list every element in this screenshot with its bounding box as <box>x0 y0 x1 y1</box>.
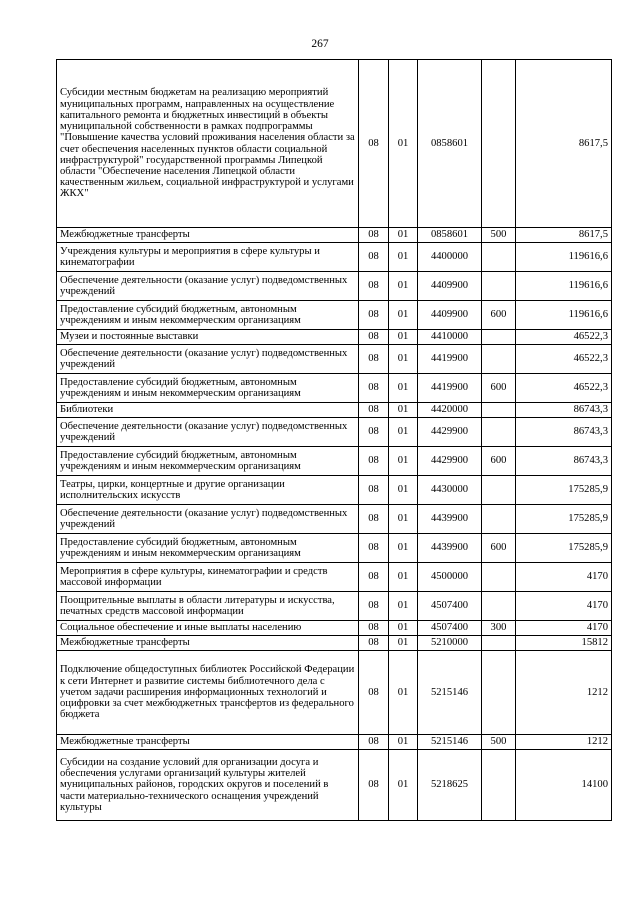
row-target-code: 0858601 <box>418 60 482 228</box>
table-row <box>57 60 612 228</box>
row-name: Предоставление субсидий бюджетным, автономным учреждениям и иным некоммерческим организациям <box>57 447 359 476</box>
row-name: Межбюджетные трансферты <box>57 735 359 750</box>
row-subsection: 01 <box>389 418 418 447</box>
row-section: 08 <box>359 621 389 636</box>
row-target-code: 4409900 <box>418 272 482 301</box>
row-expense-type: 600 <box>482 301 516 330</box>
row-amount: 86743,3 <box>516 447 612 476</box>
row-name: Предоставление субсидий бюджетным, автономным учреждениям и иным некоммерческим организациям <box>57 534 359 563</box>
table-row <box>57 651 612 735</box>
row-section: 08 <box>359 403 389 418</box>
row-section: 08 <box>359 563 389 592</box>
row-subsection: 01 <box>389 243 418 272</box>
row-name: Мероприятия в сфере культуры, кинематографии и средств массовой информации <box>57 563 359 592</box>
row-target-code: 4430000 <box>418 476 482 505</box>
row-section: 08 <box>359 476 389 505</box>
budget-table <box>56 59 612 821</box>
row-expense-type <box>482 330 516 345</box>
row-amount: 46522,3 <box>516 345 612 374</box>
row-section: 08 <box>359 534 389 563</box>
table-row <box>57 228 612 243</box>
row-target-code: 0858601 <box>418 228 482 243</box>
row-expense-type: 500 <box>482 228 516 243</box>
row-target-code: 4500000 <box>418 563 482 592</box>
row-name: Обеспечение деятельности (оказание услуг) подведомственных учреждений <box>57 418 359 447</box>
row-expense-type <box>482 272 516 301</box>
row-amount: 175285,9 <box>516 534 612 563</box>
row-name: Обеспечение деятельности (оказание услуг) подведомственных учреждений <box>57 272 359 301</box>
row-subsection: 01 <box>389 330 418 345</box>
row-target-code: 4419900 <box>418 374 482 403</box>
row-amount: 15812 <box>516 636 612 651</box>
row-section: 08 <box>359 418 389 447</box>
row-subsection: 01 <box>389 60 418 228</box>
row-target-code: 4439900 <box>418 505 482 534</box>
row-name: Предоставление субсидий бюджетным, автономным учреждениям и иным некоммерческим организациям <box>57 301 359 330</box>
row-amount: 8617,5 <box>516 228 612 243</box>
row-expense-type: 600 <box>482 374 516 403</box>
row-target-code: 4429900 <box>418 447 482 476</box>
row-name: Субсидии местным бюджетам на реализацию мероприятий муниципальных программ, направленных на осуществление капитального ремонта и бюджетных инвестиций в объекты муниципальной собственности в рамках подпрограммы "Повышение качества условий проживания населения области за счет обеспечения населенных пунктов области социальной инфраструктурой" государственной программы Липецкой области "Обеспечение населения Липецкой области качественным жильем, социальной инфраструктурой и услугами ЖКХ" <box>57 60 359 228</box>
table-row <box>57 621 612 636</box>
row-name: Музеи и постоянные выставки <box>57 330 359 345</box>
row-subsection: 01 <box>389 735 418 750</box>
row-amount: 175285,9 <box>516 505 612 534</box>
row-subsection: 01 <box>389 592 418 621</box>
row-section: 08 <box>359 651 389 735</box>
row-target-code: 5215146 <box>418 651 482 735</box>
row-expense-type <box>482 563 516 592</box>
row-target-code: 4429900 <box>418 418 482 447</box>
row-subsection: 01 <box>389 651 418 735</box>
page-number: 267 <box>311 38 329 50</box>
row-expense-type: 600 <box>482 534 516 563</box>
table-row <box>57 418 612 447</box>
row-section: 08 <box>359 505 389 534</box>
row-subsection: 01 <box>389 228 418 243</box>
row-section: 08 <box>359 735 389 750</box>
row-name: Театры, цирки, концертные и другие организации исполнительских искусств <box>57 476 359 505</box>
row-expense-type <box>482 651 516 735</box>
row-section: 08 <box>359 228 389 243</box>
budget-table-body <box>57 60 612 821</box>
table-row <box>57 534 612 563</box>
row-subsection: 01 <box>389 636 418 651</box>
row-subsection: 01 <box>389 621 418 636</box>
row-expense-type <box>482 345 516 374</box>
row-section: 08 <box>359 330 389 345</box>
row-expense-type <box>482 243 516 272</box>
table-row <box>57 272 612 301</box>
row-subsection: 01 <box>389 476 418 505</box>
row-subsection: 01 <box>389 563 418 592</box>
row-name: Межбюджетные трансферты <box>57 636 359 651</box>
row-target-code: 4507400 <box>418 592 482 621</box>
row-expense-type: 600 <box>482 447 516 476</box>
row-name: Учреждения культуры и мероприятия в сфере культуры и кинематографии <box>57 243 359 272</box>
row-section: 08 <box>359 301 389 330</box>
table-row <box>57 636 612 651</box>
row-amount: 1212 <box>516 651 612 735</box>
row-amount: 86743,3 <box>516 403 612 418</box>
row-expense-type: 500 <box>482 735 516 750</box>
row-target-code: 4409900 <box>418 301 482 330</box>
table-row <box>57 476 612 505</box>
row-amount: 4170 <box>516 592 612 621</box>
row-expense-type <box>482 750 516 821</box>
row-expense-type <box>482 476 516 505</box>
row-target-code: 5210000 <box>418 636 482 651</box>
row-expense-type <box>482 636 516 651</box>
row-target-code: 5215146 <box>418 735 482 750</box>
row-name: Поощрительные выплаты в области литературы и искусства, печатных средств массовой информации <box>57 592 359 621</box>
row-section: 08 <box>359 750 389 821</box>
row-name: Предоставление субсидий бюджетным, автономным учреждениям и иным некоммерческим организациям <box>57 374 359 403</box>
row-subsection: 01 <box>389 301 418 330</box>
row-amount: 46522,3 <box>516 374 612 403</box>
row-subsection: 01 <box>389 272 418 301</box>
row-section: 08 <box>359 374 389 403</box>
row-amount: 8617,5 <box>516 60 612 228</box>
row-section: 08 <box>359 345 389 374</box>
row-target-code: 4420000 <box>418 403 482 418</box>
row-subsection: 01 <box>389 505 418 534</box>
table-row <box>57 735 612 750</box>
row-expense-type: 300 <box>482 621 516 636</box>
table-row <box>57 505 612 534</box>
row-name: Субсидии на создание условий для организации досуга и обеспечения услугами организаций культуры жителей муниципальных районов, городских округов и поселений в части материально-технического оснащения учреждений культуры <box>57 750 359 821</box>
row-name: Межбюджетные трансферты <box>57 228 359 243</box>
table-row <box>57 403 612 418</box>
row-subsection: 01 <box>389 534 418 563</box>
row-target-code: 4419900 <box>418 345 482 374</box>
row-amount: 4170 <box>516 621 612 636</box>
table-row <box>57 592 612 621</box>
row-expense-type <box>482 505 516 534</box>
row-section: 08 <box>359 636 389 651</box>
row-section: 08 <box>359 243 389 272</box>
row-subsection: 01 <box>389 345 418 374</box>
row-name: Обеспечение деятельности (оказание услуг) подведомственных учреждений <box>57 505 359 534</box>
row-subsection: 01 <box>389 750 418 821</box>
table-row <box>57 563 612 592</box>
table-row <box>57 301 612 330</box>
table-row <box>57 330 612 345</box>
row-target-code: 4410000 <box>418 330 482 345</box>
row-expense-type <box>482 592 516 621</box>
row-subsection: 01 <box>389 403 418 418</box>
row-amount: 4170 <box>516 563 612 592</box>
row-amount: 119616,6 <box>516 243 612 272</box>
row-expense-type <box>482 418 516 447</box>
row-amount: 119616,6 <box>516 301 612 330</box>
row-section: 08 <box>359 272 389 301</box>
table-row <box>57 345 612 374</box>
row-amount: 1212 <box>516 735 612 750</box>
row-subsection: 01 <box>389 374 418 403</box>
row-name: Социальное обеспечение и иные выплаты населению <box>57 621 359 636</box>
row-target-code: 4400000 <box>418 243 482 272</box>
row-name: Библиотеки <box>57 403 359 418</box>
table-row <box>57 243 612 272</box>
table-row <box>57 750 612 821</box>
table-row <box>57 374 612 403</box>
row-subsection: 01 <box>389 447 418 476</box>
row-target-code: 4507400 <box>418 621 482 636</box>
row-expense-type <box>482 403 516 418</box>
row-amount: 14100 <box>516 750 612 821</box>
row-target-code: 5218625 <box>418 750 482 821</box>
row-amount: 119616,6 <box>516 272 612 301</box>
row-expense-type <box>482 60 516 228</box>
row-section: 08 <box>359 447 389 476</box>
row-amount: 175285,9 <box>516 476 612 505</box>
row-amount: 46522,3 <box>516 330 612 345</box>
table-row <box>57 447 612 476</box>
row-name: Обеспечение деятельности (оказание услуг) подведомственных учреждений <box>57 345 359 374</box>
row-amount: 86743,3 <box>516 418 612 447</box>
row-section: 08 <box>359 60 389 228</box>
row-section: 08 <box>359 592 389 621</box>
row-name: Подключение общедоступных библиотек Российской Федерации к сети Интернет и развитие системы библиотечного дела с учетом задачи расширения информационных технологий и оцифровки за счет межбюджетных трансфертов из федерального бюджета <box>57 651 359 735</box>
row-target-code: 4439900 <box>418 534 482 563</box>
